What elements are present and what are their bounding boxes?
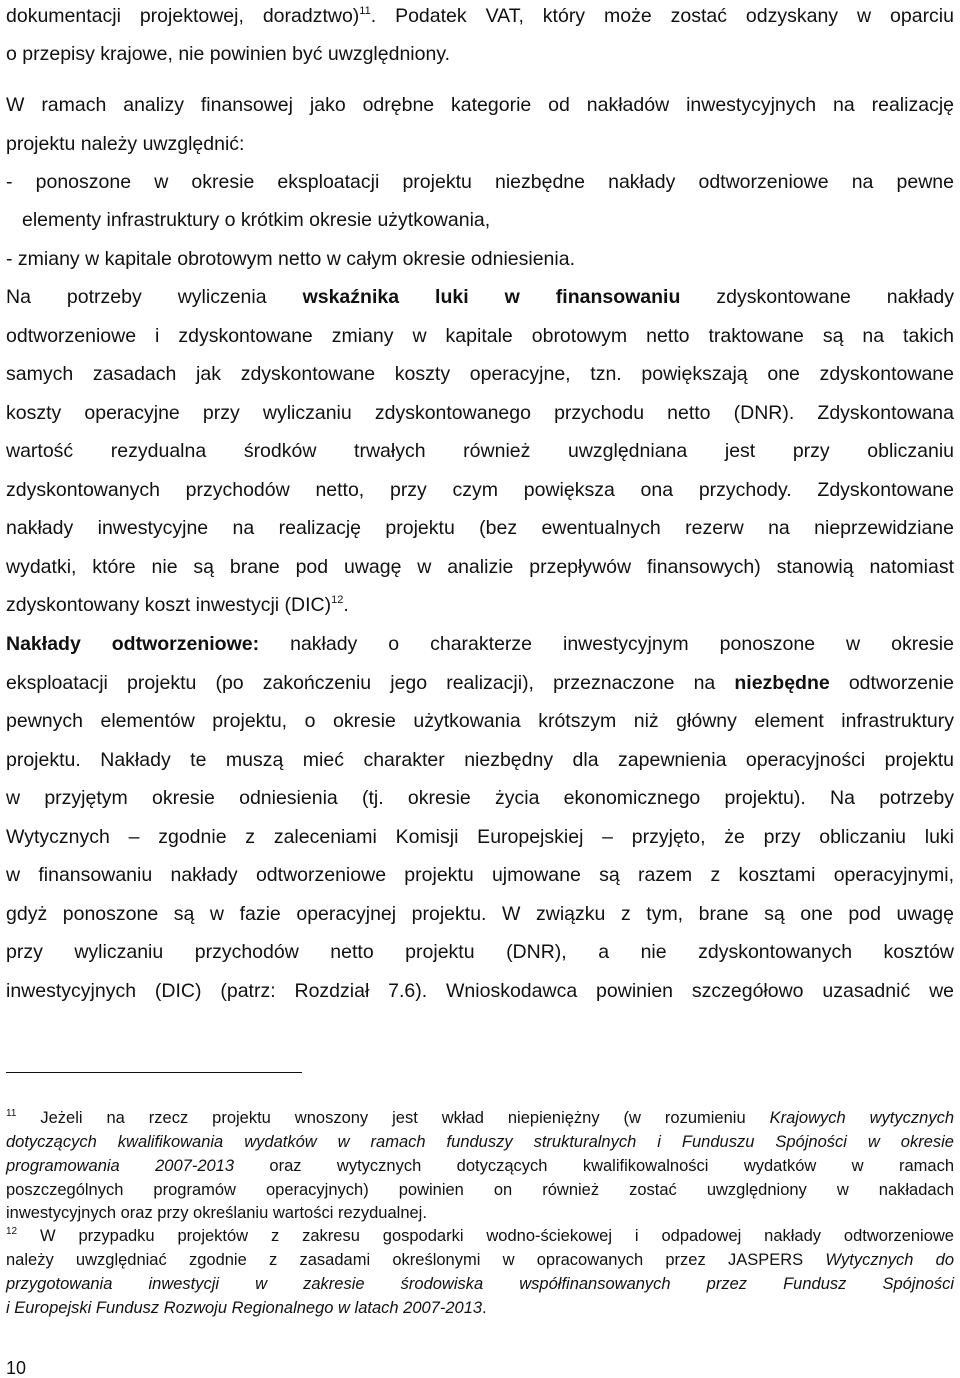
page-number: 10 [6, 1358, 27, 1378]
text-span: zdyskontowane nakłady [680, 286, 955, 308]
text-span: . [482, 1299, 487, 1317]
paragraph-line: projektu. Nakłady te muszą mieć charakter niezbędny dla zapewnienia operacyjności projektu [6, 749, 954, 771]
footnote-12-line [6, 1226, 954, 1246]
text-span: Na potrzeby wyliczenia [6, 286, 303, 308]
footnote-11-line [6, 1156, 954, 1176]
paragraph-line: zdyskontowanych przychodów netto, przy czym powiększa ona przychody. Zdyskontowane [6, 479, 954, 501]
paragraph-line: odtworzeniowe i zdyskontowane zmiany w kapitale obrotowym netto traktowane są na takich [6, 325, 954, 347]
paragraph-line [6, 4, 954, 28]
bullet-item: - zmiany w kapitale obrotowym netto w całym okresie odniesienia. [6, 248, 575, 270]
text-span: dokumentacji projektowej, doradztwo) [6, 5, 360, 27]
text-span: . Podatek VAT, który może zostać odzyskany w oparciu [370, 5, 954, 27]
footnote-12-line [6, 1250, 954, 1270]
text-span: zdyskontowany koszt inwestycji (DIC) [6, 594, 332, 616]
bullet-item-line: elementy infrastruktury o krótkim okresie użytkowania, [22, 209, 491, 231]
paragraph-line: wartość rezydualna środków trwałych również uwzględniana jest przy obliczaniu [6, 440, 954, 462]
text-span: oraz wytycznych dotyczących kwalifikowalności wydatków w ramach [234, 1157, 955, 1175]
footnote-11-line: inwestycyjnych oraz przy określaniu wartości rezydualnej. [6, 1204, 427, 1222]
paragraph-line: pewnych elementów projektu, o okresie użytkowania krótszym niż główny element infrastruktury [6, 710, 954, 732]
paragraph-line: o przepisy krajowe, nie powinien być uwzględniony. [6, 43, 451, 65]
footnote-11-line [6, 1108, 954, 1128]
paragraph-line: Wytycznych – zgodnie z zaleceniami Komisji Europejskiej – przyjęto, że przy obliczaniu luki [6, 826, 954, 848]
paragraph-line: nakłady inwestycyjne na realizację projektu (bez ewentualnych rezerw na nieprzewidziane [6, 517, 954, 539]
paragraph-line: gdyż ponoszone są w fazie operacyjnej projektu. W związku z tym, brane są one pod uwagę [6, 903, 954, 925]
footnote-11-line: poszczególnych programów operacyjnych) powinien on również zostać uwzględniony w nakładach [6, 1181, 954, 1199]
footnote-ref-12[interactable]: 12 [331, 594, 344, 606]
paragraph-line [6, 593, 954, 617]
footnote-number: 12 [6, 1226, 18, 1237]
paragraph-line [6, 285, 954, 309]
text-span: Jeżeli na rzecz projektu wnoszony jest wkład niepieniężny (w rozumieniu [16, 1109, 770, 1127]
italic-title: przygotowania inwestycji w zakresie środowiska współfinansowanych przez Fundusz Spójności [6, 1275, 954, 1293]
bold-term: niezbędne [734, 672, 830, 694]
paragraph-line: przy wyliczaniu przychodów netto projektu (DNR), a nie zdyskontowanych kosztów [6, 941, 954, 963]
text-span: należy uwzględniać zgodnie z zasadami określonymi w opracowanych przez JASPERS [6, 1251, 826, 1269]
definition-term: Nakłady odtworzeniowe: [6, 633, 260, 655]
text-span: W przypadku projektów z zakresu gospodarki wodno-ściekowej i odpadowej nakłady odtworzeniowe [17, 1227, 954, 1245]
paragraph-line: samych zasadach jak zdyskontowane koszty operacyjne, tzn. powiększają one zdyskontowane [6, 363, 954, 385]
paragraph-line: koszty operacyjne przy wyliczaniu zdyskontowanego przychodu netto (DNR). Zdyskontowana [6, 402, 954, 424]
paragraph-line: w przyjętym okresie odniesienia (tj. okresie życia ekonomicznego projektu). Na potrzeby [6, 787, 954, 809]
italic-title: Wytycznych do [825, 1251, 955, 1269]
footnote-number: 11 [6, 1108, 17, 1119]
paragraph-line: wydatki, które nie są brane pod uwagę w analizie przepływów finansowych) stanowią natomiast [6, 556, 954, 578]
footnote-separator [6, 1072, 302, 1073]
paragraph-line [6, 671, 954, 695]
paragraph-line: W ramach analizy finansowej jako odrębne kategorie od nakładów inwestycyjnych na realizację [6, 94, 954, 116]
italic-title: programowania 2007-2013 [6, 1157, 235, 1175]
footnote-ref-11[interactable]: 11 [359, 5, 371, 17]
text-span: nakłady o charakterze inwestycyjnym ponoszone w okresie [259, 633, 954, 655]
footnote-12-line [6, 1298, 954, 1318]
text-span: odtworzenie [829, 672, 954, 694]
paragraph-line: inwestycyjnych (DIC) (patrz: Rozdział 7.6). Wnioskodawca powinien szczegółowo uzasadnić we [6, 980, 954, 1002]
bullet-item-line: - ponoszone w okresie eksploatacji projektu niezbędne nakłady odtworzeniowe na pewne [6, 171, 954, 193]
paragraph-line [6, 632, 954, 656]
footnote-12-line [6, 1274, 954, 1294]
text-span: eksploatacji projektu (po zakończeniu jego realizacji), przeznaczone na [6, 672, 735, 694]
paragraph-line: projektu należy uwzględnić: [6, 133, 245, 155]
italic-title: dotyczących kwalifikowania wydatków w ramach funduszy strukturalnych i Funduszu Spójności w okresie [6, 1133, 954, 1151]
paragraph-line: w finansowaniu nakłady odtworzeniowe projektu ujmowane są razem z kosztami operacyjnymi, [6, 864, 954, 886]
bold-term: wskaźnika luki w finansowaniu [302, 286, 681, 308]
italic-title: Krajowych wytycznych [769, 1109, 954, 1127]
italic-title: i Europejski Fundusz Rozwoju Regionalnego w latach 2007-2013 [6, 1299, 483, 1317]
footnote-11-line [6, 1132, 954, 1152]
text-span: . [343, 594, 349, 616]
